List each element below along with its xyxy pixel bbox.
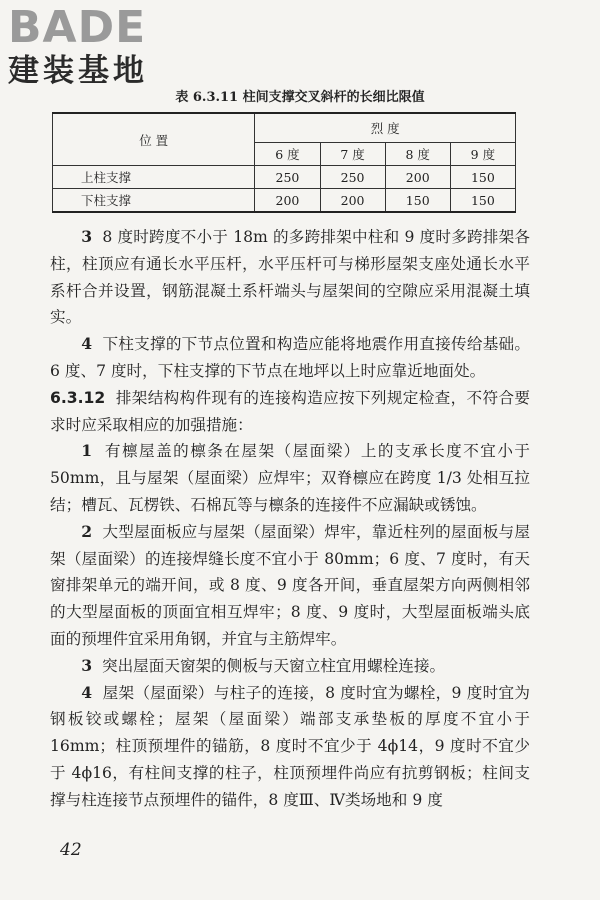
table-cell: 200 — [385, 166, 450, 189]
table-cell: 250 — [320, 166, 385, 189]
paragraph-text: 8 度时跨度不小于 18m 的多跨排架中柱和 9 度时多跨排架各柱，柱顶应有通长水平压杆，水平压杆可与梯形屋架支座处通长水平系杆合并设置，钢筋混凝土系杆端头与屋架间的空隙应采用混凝土填实。 — [50, 228, 530, 327]
bade-logo — [8, 4, 188, 88]
item-4 — [50, 680, 530, 814]
table-row — [53, 189, 516, 213]
table-cell: 150 — [450, 189, 515, 213]
item-number: 2 — [81, 521, 93, 541]
degree-header: 8 度 — [385, 143, 450, 166]
paragraph-text: 屋架（屋面梁）与柱子的连接，8 度时宜为螺栓，9 度时宜为钢板铰或螺栓；屋架（屋面梁）端部支承垫板的厚度不宜小于 16mm；柱顶预埋件的锚筋，8 度时不宜少于 4ϕ14，9 度时不宜少于 4ϕ16，有柱间支撑的柱子，柱顶预埋件尚应有抗剪钢板；柱间支撑与柱连接节点预埋件的锚件，8 度Ⅲ、Ⅳ类场地和 9 度 — [50, 683, 530, 809]
position-header: 位 置 — [53, 113, 255, 166]
table-cell: 250 — [255, 166, 320, 189]
table-cell: 150 — [385, 189, 450, 213]
paragraph-text: 突出屋面天窗架的侧板与天窗立柱宜用螺栓连接。 — [101, 656, 446, 675]
logo-text: BADE — [8, 2, 147, 53]
item-3 — [50, 653, 530, 680]
paragraph-text: 排架结构构件现有的连接构造应按下列规定检查，不符合要求时应采取相应的加强措施： — [50, 388, 530, 434]
section-number: 6.3.12 — [50, 388, 106, 407]
paragraph-text: 大型屋面板应与屋架（屋面梁）焊牢，靠近柱列的屋面板与屋架（屋面梁）的连接焊缝长度不宜小于 80mm；6 度、7 度时，有天窗排架单元的端开间，或 8 度、9 度各开间，垂直屋架方向两侧相邻的大型屋面板的顶面宜相互焊牢；8 度、9 度时，大型屋面板端头底面的预埋件宜采用角钢，并宜与主筋焊牢。 — [50, 522, 530, 648]
item-number: 4 — [81, 682, 93, 702]
table-cell: 200 — [320, 189, 385, 213]
page-number: 42 — [60, 840, 82, 860]
item-1 — [50, 438, 530, 518]
item-number: 3 — [81, 227, 93, 246]
section-6-3-12 — [50, 385, 530, 439]
table-cell: 200 — [255, 189, 320, 213]
item-number: 4 — [81, 334, 93, 354]
item-number: 1 — [81, 441, 93, 461]
row-label: 上柱支撑 — [53, 166, 255, 189]
body-text — [50, 224, 530, 814]
paragraph-text: 有檩屋盖的檩条在屋架（屋面梁）上的支承长度不宜小于 50mm，且与屋架（屋面梁）应焊牢；双脊檩应在跨度 1/3 处相互拉结；槽瓦、瓦楞铁、石棉瓦等与檩条的连接件不应漏缺或锈蚀。 — [50, 442, 530, 514]
item-2 — [50, 519, 530, 653]
intensity-header: 烈 度 — [255, 113, 516, 143]
paragraph-3 — [50, 224, 530, 331]
paragraph-4 — [50, 331, 530, 385]
logo-subtext: 建装基地 — [8, 53, 148, 89]
paragraph-text: 下柱支撑的下节点位置和构造应能将地震作用直接传给基础。6 度、7 度时，下柱支撑的下节点在地坪以上时应靠近地面处。 — [50, 335, 530, 380]
degree-header: 9 度 — [450, 143, 515, 166]
degree-header: 7 度 — [320, 143, 385, 166]
degree-header: 6 度 — [255, 143, 320, 166]
row-label: 下柱支撑 — [53, 189, 255, 213]
table-caption: 表 6.3.11 柱间支撑交叉斜杆的长细比限值 — [175, 90, 425, 105]
item-number: 3 — [81, 655, 93, 675]
table-row — [53, 166, 516, 189]
slenderness-limit-table — [52, 112, 516, 213]
table-cell: 150 — [450, 166, 515, 189]
